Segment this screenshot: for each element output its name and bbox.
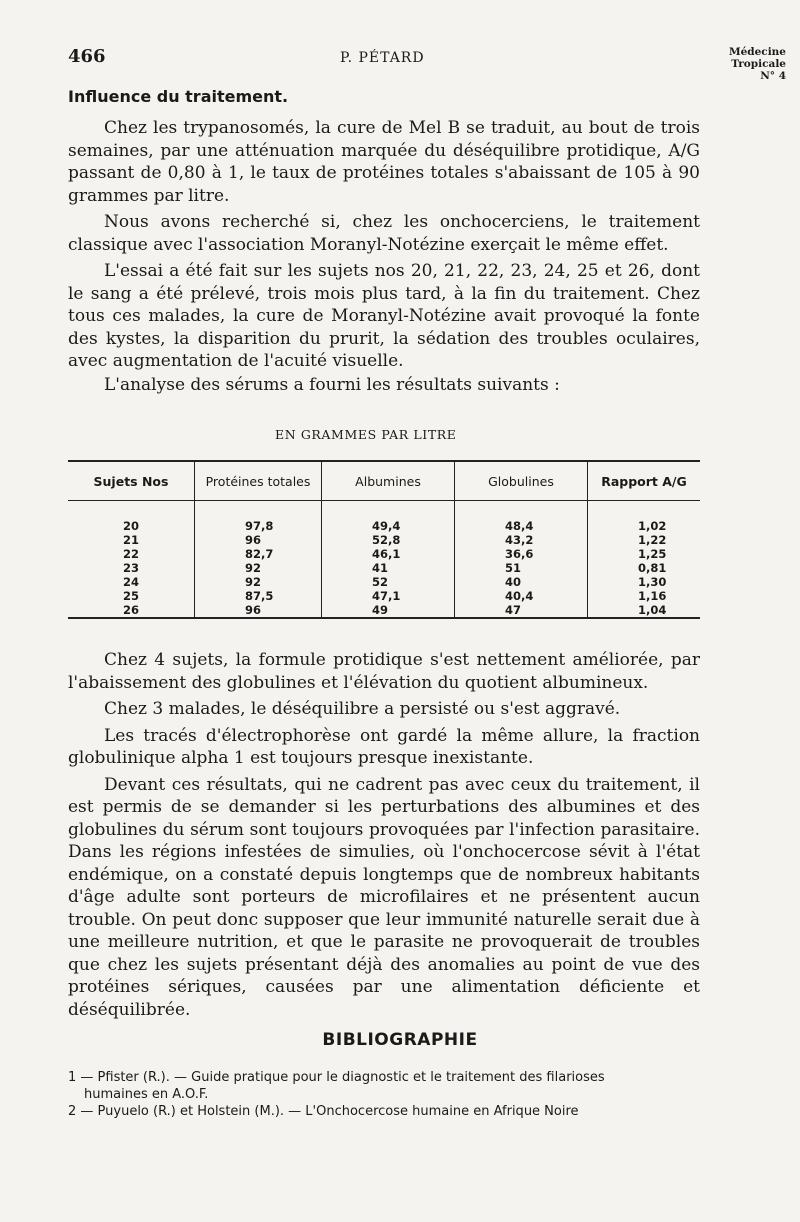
table-cell: 49 (322, 603, 455, 617)
col-header: Rapport A/G (588, 462, 701, 501)
table-cell: 1,16 (588, 589, 701, 603)
table-cell: 46,1 (322, 547, 455, 561)
journal-line-1: Médecine (728, 46, 786, 58)
journal-label (729, 46, 786, 82)
table-cell: 26 (122, 603, 139, 617)
paragraph: L'essai a été fait sur les sujets nos 20, 21, 22, 23, 24, 25 et 26, dont le sang a été prélevé, trois mois plus tard, à la fin du traitement. Chez tous ces malades, la cure de Moranyl-Notézine avait provoqué la fonte des kystes, la disparition du prurit, la sédation des troubles oculaires, avec augmentation de l'acuité visuelle. (68, 261, 700, 371)
body-text-bottom (68, 649, 700, 1025)
journal-line-2: Tropicale (731, 58, 786, 70)
table-cell: 24 (122, 575, 139, 589)
bibliography-list (68, 1070, 708, 1121)
table-row (68, 561, 700, 575)
table-row (68, 547, 700, 561)
paragraph: Chez 3 malades, le déséquilibre a persisté ou s'est aggravé. (104, 699, 621, 719)
table-cell: 41 (322, 561, 455, 575)
table-cell: 1,25 (588, 547, 701, 561)
journal-line-3: N° 4 (760, 70, 786, 82)
table-cell: 52 (322, 575, 455, 589)
unit-label: EN GRAMMES PAR LITRE (275, 427, 457, 442)
section-title: Influence du traitement. (68, 87, 289, 106)
table-row (68, 519, 700, 533)
table-cell: 40,4 (455, 589, 588, 603)
table-cell: 23 (122, 561, 139, 575)
table-row (68, 603, 700, 617)
table-cell: 1,04 (588, 603, 701, 617)
table-cell: 40 (455, 575, 588, 589)
analysis-line: L'analyse des sérums a fourni les résultats suivants : (104, 375, 560, 395)
running-head: P. PÉTARD (340, 50, 425, 66)
paragraph: Les tracés d'électrophorèse ont gardé la même allure, la fraction globulinique alpha 1 est toujours presque inexistante. (68, 725, 700, 768)
table-cell: 0,81 (588, 561, 701, 575)
table-cell: 96 (195, 603, 322, 617)
paragraph: Chez les trypanosomés, la cure de Mel B se traduit, au bout de trois semaines, par une atténuation marquée du déséquilibre protidique, A/G passant de 0,80 à 1, le taux de protéines totales s'abaissant de 105 à 90 grammes par litre. (68, 118, 700, 206)
col-header: Sujets Nos (68, 462, 195, 501)
body-text-top (68, 117, 700, 377)
col-header: Albumines (322, 462, 455, 501)
table-cell: 47,1 (322, 589, 455, 603)
table-cell: 82,7 (195, 547, 322, 561)
paragraph: Nous avons recherché si, chez les onchocerciens, le traitement classique avec l'association Moranyl-Notézine exerçait le même effet. (68, 212, 700, 255)
table-cell: 48,4 (455, 519, 588, 533)
table-cell: 97,8 (195, 519, 322, 533)
reference-item: 2 — Puyuelo (R.) et Holstein (M.). — L'Onchocercose humaine en Afrique Noire (68, 1104, 579, 1119)
reference-item-continuation: humaines en A.O.F. (84, 1087, 209, 1102)
table-cell: 1,02 (588, 519, 701, 533)
table-cell: 92 (195, 561, 322, 575)
table-cell: 36,6 (455, 547, 588, 561)
table-header-row (68, 462, 700, 501)
paragraph: Devant ces résultats, qui ne cadrent pas avec ceux du traitement, il est permis de se demander si les perturbations des albumines et des globulines du sérum sont toujours provoquées par l'infection parasitaire. Dans les régions infestées de simulies, où l'onchocercose sévit à l'état endémique, on a constaté depuis longtemps que de nombreux habitants d'âge adulte sont porteurs de microfilaires et ne présentent aucun trouble. On peut donc supposer que leur immunité naturelle serait due à une meilleure nutrition, et que le parasite ne provoquerait de troubles que chez les sujets présentant déjà des anomalies au point de vue des protéines sériques, causées par une alimentation déficiente et déséquilibrée. (68, 774, 700, 1020)
table-cell: 1,30 (588, 575, 701, 589)
reference-item: 1 — Pfister (R.). — Guide pratique pour le diagnostic et le traitement des filarioses (68, 1070, 605, 1085)
table-cell: 25 (122, 589, 139, 603)
table-row (68, 589, 700, 603)
table-cell: 87,5 (195, 589, 322, 603)
paragraph: Chez 4 sujets, la formule protidique s'est nettement améliorée, par l'abaissement des globulines et l'élévation du quotient albumineux. (68, 650, 700, 693)
table-cell: 20 (122, 519, 139, 533)
table-cell: 52,8 (322, 533, 455, 547)
table-row (68, 533, 700, 547)
table-cell: 22 (122, 547, 139, 561)
page-number: 466 (68, 46, 106, 67)
col-header: Globulines (455, 462, 588, 501)
table-cell: 21 (122, 533, 139, 547)
bibliography-title: BIBLIOGRAPHIE (322, 1030, 478, 1050)
results-table (68, 460, 700, 619)
table-cell: 47 (455, 603, 588, 617)
table-cell: 92 (195, 575, 322, 589)
table-cell: 1,22 (588, 533, 701, 547)
table-cell: 96 (195, 533, 322, 547)
table-cell: 43,2 (455, 533, 588, 547)
table-row (68, 575, 700, 589)
col-header: Protéines totales (195, 462, 322, 501)
table-cell: 51 (455, 561, 588, 575)
table-cell: 49,4 (322, 519, 455, 533)
